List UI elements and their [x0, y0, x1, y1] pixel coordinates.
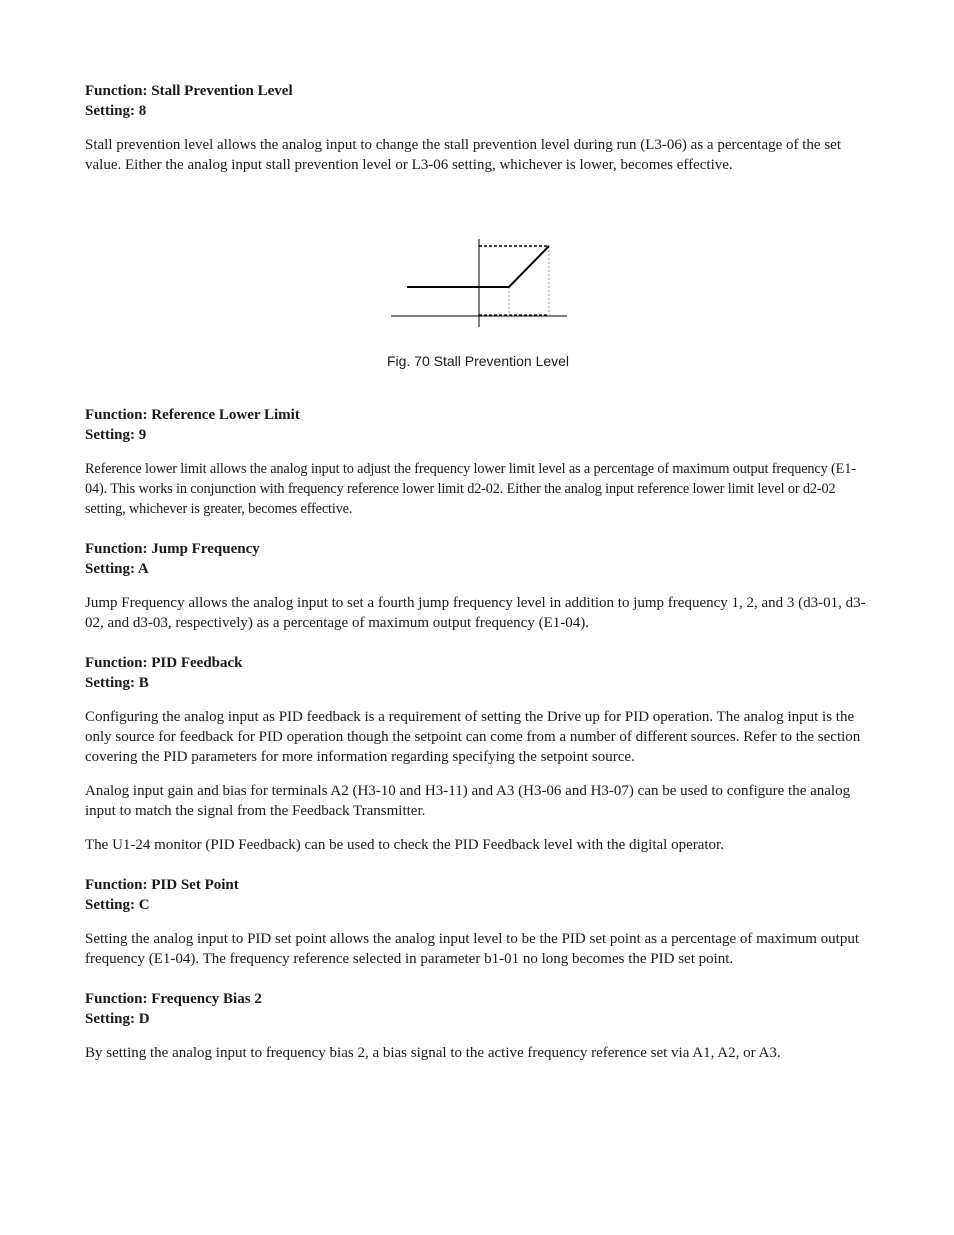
body-paragraph: Analog input gain and bias for terminals A2 (H3-10 and H3-11) and A3 (H3-06 and H3-07) can be used to configure the analog input to match the signal from the Feedback Transmitter. — [85, 783, 851, 819]
section-jump-frequency — [85, 539, 871, 633]
stall-prevention-diagram — [389, 239, 569, 349]
characteristic-curve — [407, 246, 549, 287]
function-heading: Function: PID Feedback — [85, 655, 243, 671]
section-pid-feedback — [85, 653, 871, 855]
setting-heading: Setting: B — [85, 675, 149, 691]
setting-heading: Setting: 8 — [85, 103, 147, 119]
figure-caption: Fig. 70 Stall Prevention Level — [386, 353, 570, 369]
setting-heading: Setting: 9 — [85, 427, 147, 443]
body-paragraph: The U1-24 monitor (PID Feedback) can be used to check the PID Feedback level with the digital operator. — [85, 837, 724, 853]
section-stall-prevention — [85, 81, 871, 175]
function-heading: Function: PID Set Point — [85, 877, 239, 893]
figure-stall-prevention-level — [85, 175, 871, 405]
section-pid-set-point — [85, 875, 871, 969]
body-paragraph: Reference lower limit allows the analog input to adjust the frequency lower limit level as a percentage of maximum output frequency (E1-04). This works in conjunction with frequency reference lower limit d2-02. Either the analog input reference lower limit level or d2-02 setting, whichever is greater, becomes effective. — [85, 461, 856, 517]
body-paragraph: Jump Frequency allows the analog input to set a fourth jump frequency level in addition to jump frequency 1, 2, and 3 (d3-01, d3-02, and d3-03, respectively) as a percentage of maximum output frequency (E1-04). — [85, 595, 866, 631]
setting-heading: Setting: D — [85, 1011, 150, 1027]
body-paragraph: By setting the analog input to frequency bias 2, a bias signal to the active frequency reference set via A1, A2, or A3. — [85, 1045, 781, 1061]
function-heading: Function: Reference Lower Limit — [85, 407, 300, 423]
body-paragraph: Configuring the analog input as PID feedback is a requirement of setting the Drive up for PID operation. The analog input is the only source for feedback for PID operation though the setpoint can come from a number of different sources. Refer to the section covering the PID parameters for more information regarding specifying the setpoint source. — [85, 709, 861, 765]
function-heading: Function: Frequency Bias 2 — [85, 991, 262, 1007]
setting-heading: Setting: C — [85, 897, 150, 913]
setting-heading: Setting: A — [85, 561, 149, 577]
body-paragraph: Stall prevention level allows the analog input to change the stall prevention level during run (L3-06) as a percentage of the set value. Either the analog input stall prevention level or L3-06 setting, whichever is lower, becomes effective. — [85, 137, 842, 173]
body-paragraph: Setting the analog input to PID set point allows the analog input level to be the PID set point as a percentage of maximum output frequency (E1-04). The frequency reference selected in parameter b1-01 no long becomes the PID set point. — [85, 931, 860, 967]
function-heading: Function: Stall Prevention Level — [85, 83, 293, 99]
document-page — [85, 81, 871, 1063]
section-reference-lower-limit — [85, 405, 871, 519]
section-frequency-bias-2 — [85, 989, 871, 1063]
function-heading: Function: Jump Frequency — [85, 541, 260, 557]
